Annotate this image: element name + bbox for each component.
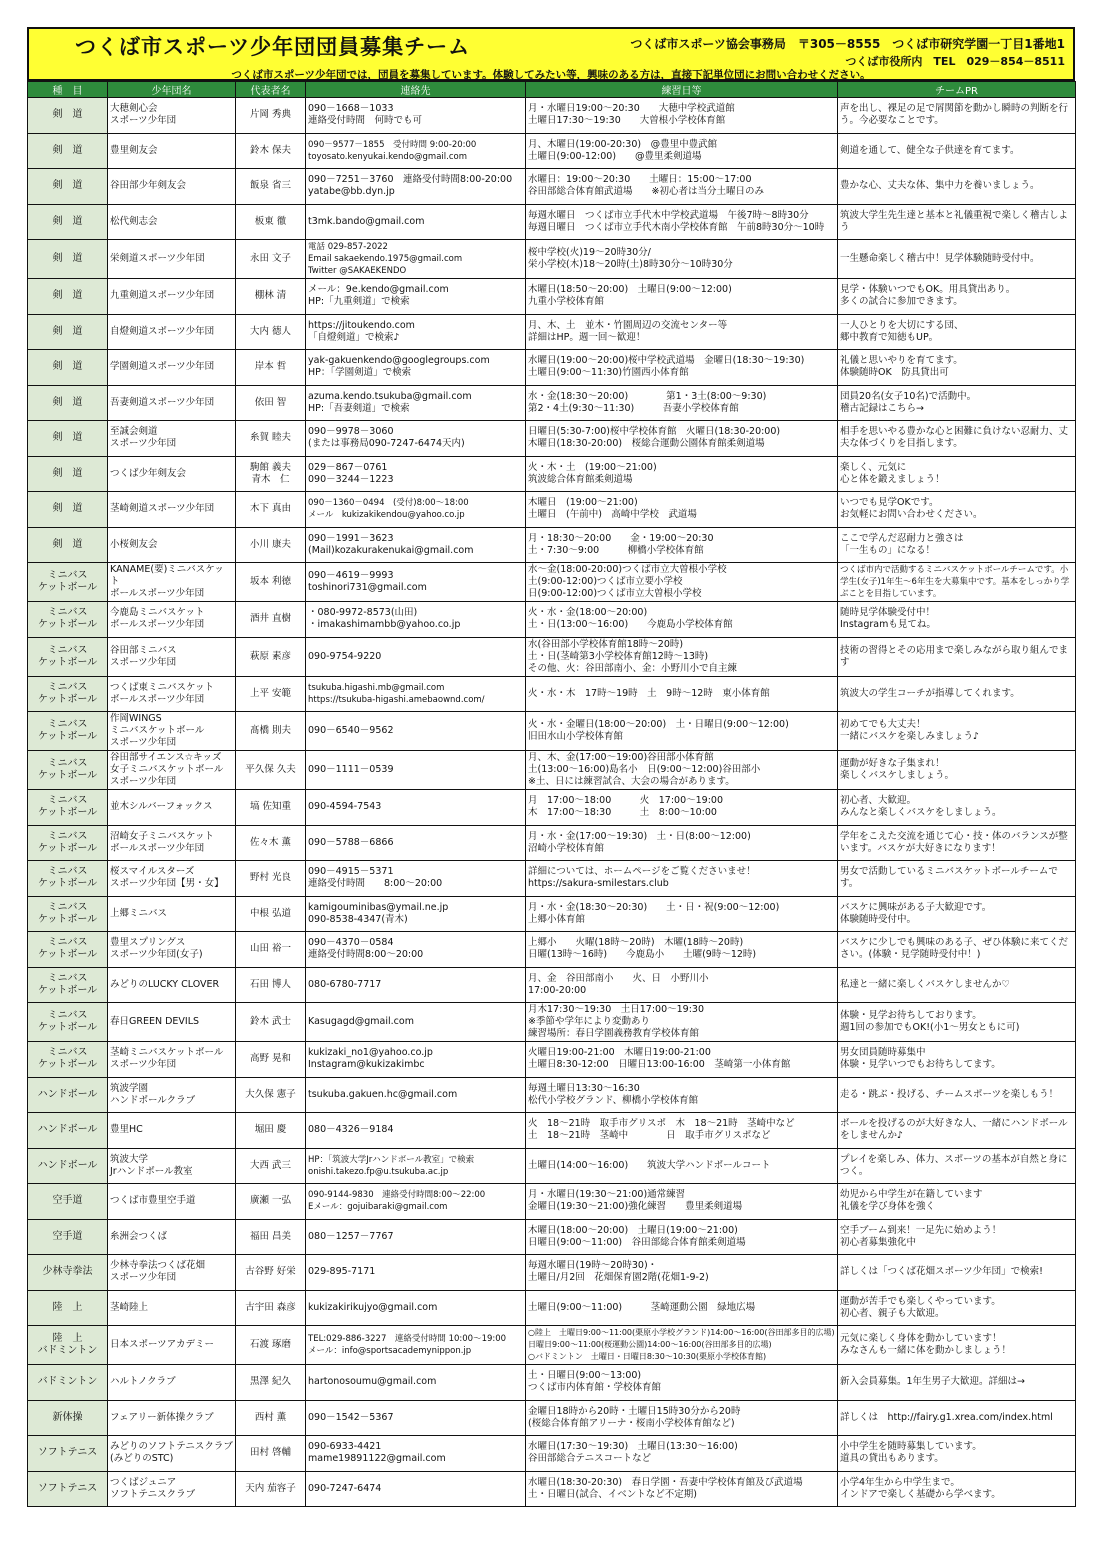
pr-cell: 見学・体験いつでもOK。用具貸出あり。 多くの試合に参加できます。: [838, 279, 1076, 315]
practice-cell: 月、金 谷田部南小 火、日 小野川小 17:00-20:00: [526, 967, 838, 1003]
practice-cell: 水曜日：19:00～20:30 土曜日：15:00～17:00 谷田部総合体育館武道場 ※初心者は当分土曜日のみ: [526, 169, 838, 205]
table-row: [28, 1255, 1076, 1291]
table-row: [28, 712, 1076, 751]
representative-cell: 坂本 利徳: [236, 563, 306, 602]
practice-cell: 月 17:00～18:00 火 17:00～19:00 木 17:00～18:30 土 8:00～10:00: [526, 790, 838, 826]
contact-cell: 090－6540－9562: [306, 712, 526, 751]
team-name-cell: 日本スポーツアカデミー: [108, 1326, 236, 1365]
pr-cell: 男女で活動しているミニバスケットボールチームです。: [838, 861, 1076, 897]
pr-cell: 豊かな心、丈夫な体、集中力を養いましょう。: [838, 169, 1076, 205]
table-row: [28, 1326, 1076, 1365]
sport-cell: 剣 道: [28, 98, 108, 134]
team-name-cell: 栄剣道スポーツ少年団: [108, 240, 236, 279]
contact-cell: 080－4326－9184: [306, 1113, 526, 1149]
representative-cell: 糸賀 睦夫: [236, 421, 306, 457]
pr-cell: ここで学んだ忍耐力と強さは 「一生もの」になる！: [838, 527, 1076, 563]
representative-cell: 古谷野 好栄: [236, 1255, 306, 1291]
practice-cell: 月、木、土 並木・竹園周辺の交流センター等 詳細はHP。週一回～歓迎！: [526, 314, 838, 350]
sport-cell: ハンドボール: [28, 1077, 108, 1113]
representative-cell: 平久保 久夫: [236, 751, 306, 790]
representative-cell: 髙橋 則夫: [236, 712, 306, 751]
representative-cell: 永田 文子: [236, 240, 306, 279]
team-name-cell: 少林寺拳法つくば花畑 スポーツ少年団: [108, 1255, 236, 1291]
contact-cell: kukizakirikujyo@gmail.com: [306, 1290, 526, 1326]
contact-cell: kukizaki_no1@yahoo.co.jp Instagram@kukizakimbc: [306, 1042, 526, 1078]
representative-cell: 依田 智: [236, 385, 306, 421]
sport-cell: ミニバス ケットボール: [28, 825, 108, 861]
pr-cell: 随時見学体験受付中！ Instagramも見てね。: [838, 602, 1076, 638]
sport-cell: ハンドボール: [28, 1113, 108, 1149]
team-name-cell: 自燈剣道スポーツ少年団: [108, 314, 236, 350]
practice-cell: 毎週水曜日 つくば市立手代木中学校武道場 午後7時～8時30分 毎週日曜日 つくば市立手代木南小学校体育館 午前8時30分～10時: [526, 204, 838, 240]
team-name-cell: 松代剣志会: [108, 204, 236, 240]
contact-cell: 090-4594-7543: [306, 790, 526, 826]
practice-cell: 火・水・金(18:00～20:00) 土・日(13:00～16:00) 今鹿島小学校体育館: [526, 602, 838, 638]
pr-cell: 技術の習得とその応用まで楽しみながら取り組んでます: [838, 637, 1076, 676]
representative-cell: 福田 昌美: [236, 1219, 306, 1255]
pr-cell: 一生懸命楽しく稽古中！見学体験随時受付中。: [838, 240, 1076, 279]
pr-cell: ボールを投げるのが大好きな人、一緒にハンドボールをしませんか♪: [838, 1113, 1076, 1149]
sport-cell: ソフトテニス: [28, 1471, 108, 1507]
team-name-cell: 大穂剣心会 スポーツ少年団: [108, 98, 236, 134]
team-name-cell: つくば市豊里空手道: [108, 1184, 236, 1220]
page-title: つくば市スポーツ少年団団員募集チーム: [75, 35, 471, 59]
practice-cell: 土曜日(14:00～16:00) 筑波大学ハンドボールコート: [526, 1148, 838, 1184]
practice-cell: 月・水曜日19:00～20:30 大穂中学校武道館 土曜日17:30～19:30 大曽根小学校体育館: [526, 98, 838, 134]
table-row: [28, 1219, 1076, 1255]
representative-cell: 石田 博人: [236, 967, 306, 1003]
sport-cell: 剣 道: [28, 240, 108, 279]
table-row: [28, 1042, 1076, 1078]
pr-cell: プレイを楽しみ、体力、スポーツの基本が自然と身につく。: [838, 1148, 1076, 1184]
contact-cell: tsukuba.higashi.mb@gmail.com https://tsukuba-higashi.amebaownd.com/: [306, 676, 526, 712]
team-name-cell: 筑波学園 ハンドボールクラブ: [108, 1077, 236, 1113]
sport-cell: ミニバス ケットボール: [28, 861, 108, 897]
practice-cell: 毎週土曜日13:30～16:30 松代小学校グランド、柳橋小学校体育館: [526, 1077, 838, 1113]
contact-cell: 029－867－0761 090－3244－1223: [306, 456, 526, 492]
contact-cell: 090－5788－6866: [306, 825, 526, 861]
representative-cell: 中根 弘道: [236, 896, 306, 932]
team-name-cell: 茎崎ミニバスケットボール スポーツ少年団: [108, 1042, 236, 1078]
sport-cell: 新体操: [28, 1400, 108, 1436]
contact-cell: 090-9144-9830 連絡受付時間8:00～22:00 Eメール：gojuibaraki@gmail.com: [306, 1184, 526, 1220]
pr-cell: 学年をこえた交流を通じて心・技・体のバランスが整います。バスケが大好きになります！: [838, 825, 1076, 861]
contact-cell: 090－1542－5367: [306, 1400, 526, 1436]
pr-cell: 男女団員随時募集中 体験・見学いつでもお待ちしてます。: [838, 1042, 1076, 1078]
team-name-cell: フェアリー新体操クラブ: [108, 1400, 236, 1436]
pr-cell: 礼儀と思いやりを育てます。 体験随時OK 防具貸出可: [838, 350, 1076, 386]
page-subtitle: つくば市スポーツ少年団では，団員を募集しています。体験してみたい等，興味のある方は，直接下記単位団にお問い合わせください。: [231, 69, 871, 81]
team-name-cell: 桜スマイルスターズ スポーツ少年団【男・女】: [108, 861, 236, 897]
sport-cell: ミニバス ケットボール: [28, 932, 108, 968]
practice-cell: 月、木、金(17:00～19:00)谷田部小体育館 土(13:00～16:00)島名小 日(9:00～12:00)谷田部小 ※土、日には練習試合、大会の場合があります。: [526, 751, 838, 790]
sport-cell: ミニバス ケットボール: [28, 563, 108, 602]
sport-cell: 剣 道: [28, 314, 108, 350]
team-name-cell: 作岡WINGS ミニバスケットボール スポーツ少年団: [108, 712, 236, 751]
representative-cell: 大西 武三: [236, 1148, 306, 1184]
pr-cell: 声を出し、裸足の足で屑関節を動かし瞬時の判断を行う。今必要なことです。: [838, 98, 1076, 134]
representative-cell: 片岡 秀典: [236, 98, 306, 134]
representative-cell: 石渡 琢磨: [236, 1326, 306, 1365]
table-row: [28, 1471, 1076, 1507]
sport-cell: 陸 上 バドミントン: [28, 1326, 108, 1365]
representative-cell: 岸本 哲: [236, 350, 306, 386]
table-row: [28, 825, 1076, 861]
contact-cell: yak-gakuenkendo@googlegroups.com HP：「学園剣道」で検索: [306, 350, 526, 386]
practice-cell: 月・水・金(17:00～19:30) 土・日(8:00～12:00) 沼崎小学校体育館: [526, 825, 838, 861]
table-row: [28, 637, 1076, 676]
representative-cell: 板東 徹: [236, 204, 306, 240]
contact-cell: tsukuba.gakuen.hc@gmail.com: [306, 1077, 526, 1113]
pr-cell: 新入会員募集。1年生男子大歓迎。詳細は→: [838, 1365, 1076, 1401]
contact-cell: 090-9754-9220: [306, 637, 526, 676]
pr-cell: 私達と一緒に楽しくバスケしませんか♡: [838, 967, 1076, 1003]
practice-cell: 火曜日19:00-21:00 木曜日19:00-21:00 土曜日8:30-12:00 日曜日13:00-16:00 茎崎第一小体育館: [526, 1042, 838, 1078]
sport-cell: ハンドボール: [28, 1148, 108, 1184]
practice-cell: 水曜日(17:30～19:30) 土曜日(13:30～16:00) 谷田部総合テニスコートなど: [526, 1436, 838, 1472]
pr-cell: 小学4年生から中学生まで。 インドアで楽しく基礎から学べます。: [838, 1471, 1076, 1507]
sport-cell: 剣 道: [28, 350, 108, 386]
table-row: [28, 861, 1076, 897]
table-row: [28, 676, 1076, 712]
table-row: [28, 563, 1076, 602]
pr-cell: バスケに少しでも興味のある子、ぜひ体験に来てください。(体験・見学随時受付中！): [838, 932, 1076, 968]
practice-cell: 水曜日(19:00～20:00)桜中学校武道場 金曜日(18:30～19:30) 土曜日(9:00～11:30)竹園西小体育館: [526, 350, 838, 386]
table-row: [28, 1184, 1076, 1220]
table-row: [28, 456, 1076, 492]
pr-cell: 幼児から中学生が在籍しています 礼儀を学び身体を強く: [838, 1184, 1076, 1220]
contact-cell: ・080-9972-8573(山田) ・imakashimambb@yahoo.co.jp: [306, 602, 526, 638]
table-row: [28, 1077, 1076, 1113]
contact-cell: 080-6780-7717: [306, 967, 526, 1003]
contact-cell: 090-6933-4421 mame19891122@gmail.com: [306, 1436, 526, 1472]
table-row: [28, 1365, 1076, 1401]
pr-cell: バスケに興味がある子大歓迎です。 体験随時受付中。: [838, 896, 1076, 932]
sport-cell: ミニバス ケットボール: [28, 637, 108, 676]
team-name-cell: つくばジュニア ソフトテニスクラブ: [108, 1471, 236, 1507]
practice-cell: 水・金(18:30～20:00) 第1・3土(8:00～9:30) 第2・4土(9:30～11:30) 吾妻小学校体育館: [526, 385, 838, 421]
pr-cell: 小中学生を随時募集しています。 道具の貸出もあります。: [838, 1436, 1076, 1472]
team-name-cell: 豊里スプリングス スポーツ少年団(女子): [108, 932, 236, 968]
contact-cell: TEL:029-886-3227 連絡受付時間 10:00～19:00 メール：info@sportsacademynippon.jp: [306, 1326, 526, 1365]
sport-cell: 剣 道: [28, 421, 108, 457]
pr-cell: 体験・見学お待ちしております。 週1回の参加でもOK!(小1～男女ともに可): [838, 1003, 1076, 1042]
pr-cell: 剣道を通して、健全な子供達を育てます。: [838, 133, 1076, 169]
representative-cell: 佐々木 薫: [236, 825, 306, 861]
table-row: [28, 492, 1076, 528]
practice-cell: 土曜日(9:00～11:00) 茎崎運動公園 緑地広場: [526, 1290, 838, 1326]
table-row: [28, 1290, 1076, 1326]
team-name-cell: 沼崎女子ミニバスケット ボールスポーツ少年団: [108, 825, 236, 861]
table-row: [28, 350, 1076, 386]
practice-cell: 水(谷田部小学校体育館18時～20時) 土・日(茎崎第3小学校体育館12時～13時) その他、火：谷田部南小、金：小野川小で自主練: [526, 637, 838, 676]
team-name-cell: 筑波大学 Jrハンドボール教室: [108, 1148, 236, 1184]
contact-cell: 090－7251－3760 連絡受付時間8:00-20:00 yatabe@bb.dyn.jp: [306, 169, 526, 205]
team-name-cell: 至誠会剣道 スポーツ少年団: [108, 421, 236, 457]
column-header-pr: チームPR: [838, 82, 1076, 98]
table-row: [28, 602, 1076, 638]
sport-cell: ミニバス ケットボール: [28, 790, 108, 826]
team-name-cell: 谷田部サイエンス☆キッズ 女子ミニバスケットボール スポーツ少年団: [108, 751, 236, 790]
team-name-cell: 豊里剣友会: [108, 133, 236, 169]
table-row: [28, 790, 1076, 826]
pr-cell: 筑波大の学生コーチが指導してくれます。: [838, 676, 1076, 712]
representative-cell: 高野 晃和: [236, 1042, 306, 1078]
practice-cell: 月・水・金(18:30～20:30) 土・日・祝(9:00～12:00) 上郷小体育館: [526, 896, 838, 932]
sport-cell: 空手道: [28, 1184, 108, 1220]
practice-cell: 火・水・金曜日(18:00～20:00) 土・日曜日(9:00～12:00) 旧田水山小学校体育館: [526, 712, 838, 751]
team-name-cell: 学園剣道スポーツ少年団: [108, 350, 236, 386]
sport-cell: ソフトテニス: [28, 1436, 108, 1472]
pr-cell: 空手ブーム到来！一足先に始めよう！ 初心者募集強化中: [838, 1219, 1076, 1255]
contact-cell: 090-7247-6474: [306, 1471, 526, 1507]
contact-cell: 090－1991－3623 (Mail)kozakurakenukai@gmail.com: [306, 527, 526, 563]
contact-cell: メール：9e.kendo@gmail.com HP:「九重剣道」で検索: [306, 279, 526, 315]
sport-cell: ミニバス ケットボール: [28, 676, 108, 712]
pr-cell: つくば市内で活動するミニバスケットボールチームです。小学生(女子)1年生～6年生を大募集中です。基本をしっかり学ぶことを目指しています。: [838, 563, 1076, 602]
practice-cell: 木曜日(18:50～20:00) 土曜日(9:00～12:00) 九重小学校体育館: [526, 279, 838, 315]
table-header-row: [28, 82, 1076, 98]
contact-cell: https://jitoukendo.com 「自燈剣道」で検索♪: [306, 314, 526, 350]
pr-cell: いつでも見学OKです。 お気軽にお問い合わせください。: [838, 492, 1076, 528]
contact-cell: kamigouminibas@ymail.ne.jp 090-8538-4347(青木): [306, 896, 526, 932]
pr-cell: 詳しくは http://fairy.g1.xrea.com/index.html: [838, 1400, 1076, 1436]
team-name-cell: みどりのLUCKY CLOVER: [108, 967, 236, 1003]
team-name-cell: 小桜剣友会: [108, 527, 236, 563]
table-row: [28, 1003, 1076, 1042]
column-header-practice: 練習日等: [526, 82, 838, 98]
contact-cell: 090－1360－0494 (受付)8:00～18:00 メール kukizakikendou@yahoo.co.jp: [306, 492, 526, 528]
practice-cell: ○陸上 土曜日9:00～11:00(栗原小学校グランド)14:00～16:00(谷田部多目的広場) 日曜日9:00～11:00(桜運動公園)14:00～16:00(谷田部多目的広場) ○バドミントン 土曜日・日曜日8:30～10:30(栗原小学校体育館): [526, 1326, 838, 1365]
sport-cell: 剣 道: [28, 492, 108, 528]
practice-cell: 火・木・土 (19:00～21:00) 筑波総合体育館柔剣道場: [526, 456, 838, 492]
representative-cell: 大内 德人: [236, 314, 306, 350]
table-row: [28, 1436, 1076, 1472]
sport-cell: ミニバス ケットボール: [28, 602, 108, 638]
table-row: [28, 98, 1076, 134]
team-name-cell: 吾妻剣道スポーツ少年団: [108, 385, 236, 421]
table-row: [28, 421, 1076, 457]
pr-cell: 団員20名(女子10名)で活動中。 稽古記録はこちら→: [838, 385, 1076, 421]
contact-cell: Kasugagd@gmail.com: [306, 1003, 526, 1042]
sport-cell: 陸 上: [28, 1290, 108, 1326]
practice-cell: 月・水曜日(19:30～21:00)通常練習 金曜日(19:30～21:00)強化練習 豊里柔剣道場: [526, 1184, 838, 1220]
table-row: [28, 279, 1076, 315]
table-row: [28, 1148, 1076, 1184]
practice-cell: 水～金(18:00-20:00)つくば市立大曽根小学校 土(9:00-12:00)つくば市立要小学校 日(9:00-12:00)つくば市立大曽根小学校: [526, 563, 838, 602]
representative-cell: 大久保 憲子: [236, 1077, 306, 1113]
sport-cell: 少林寺拳法: [28, 1255, 108, 1291]
sport-cell: 剣 道: [28, 169, 108, 205]
contact-cell: 090－4915－5371 連絡受付時間 8:00～20:00: [306, 861, 526, 897]
sport-cell: 剣 道: [28, 133, 108, 169]
contact-cell: 090－1668－1033 連絡受付時間 何時でも可: [306, 98, 526, 134]
representative-cell: 木下 真由: [236, 492, 306, 528]
team-name-cell: 茎崎剣道スポーツ少年団: [108, 492, 236, 528]
contact-cell: 090－1111－0539: [306, 751, 526, 790]
practice-cell: 日曜日(5:30-7:00)桜中学校体育館 火曜日(18:30-20:00) 木曜日(18:30-20:00) 桜総合運動公園体育館柔剣道場: [526, 421, 838, 457]
column-header-sport: 種 目: [28, 82, 108, 98]
header-banner: [27, 27, 1075, 81]
team-name-cell: 豊里HC: [108, 1113, 236, 1149]
representative-cell: 堀田 慶: [236, 1113, 306, 1149]
sport-cell: ミニバス ケットボール: [28, 1042, 108, 1078]
team-table: [27, 81, 1076, 1507]
table-row: [28, 1113, 1076, 1149]
pr-cell: 運動が好きな子集まれ！ 楽しくバスケしましょう。: [838, 751, 1076, 790]
team-name-cell: KANAME(要)ミニバスケット ボールスポーツ少年団: [108, 563, 236, 602]
sport-cell: ミニバス ケットボール: [28, 751, 108, 790]
representative-cell: 鈴木 武士: [236, 1003, 306, 1042]
contact-cell: 電話 029-857-2022 Email sakaekendo.1975@gmail.com Twitter @SAKAEKENDO: [306, 240, 526, 279]
pr-cell: 走る・跳ぶ・投げる、チームスポーツを楽しもう！: [838, 1077, 1076, 1113]
sport-cell: ミニバス ケットボール: [28, 896, 108, 932]
team-name-cell: 谷田部少年剣友会: [108, 169, 236, 205]
contact-cell: 090－9577－1855 受付時間 9:00-20:00 toyosato.kenyukai.kendo@gmail.com: [306, 133, 526, 169]
pr-cell: 初めてでも大丈夫！ 一緒にバスケを楽しみましょう♪: [838, 712, 1076, 751]
representative-cell: 鈴木 保夫: [236, 133, 306, 169]
team-name-cell: 九重剣道スポーツ少年団: [108, 279, 236, 315]
sport-cell: ミニバス ケットボール: [28, 1003, 108, 1042]
representative-cell: 黒澤 紀久: [236, 1365, 306, 1401]
sport-cell: 空手道: [28, 1219, 108, 1255]
sport-cell: 剣 道: [28, 204, 108, 240]
contact-cell: 029-895-7171: [306, 1255, 526, 1291]
pr-cell: 筑波大学生先生達と基本と礼儀重視で楽しく稽古しよう: [838, 204, 1076, 240]
pr-cell: 元気に楽しく身体を動かしています！ みなさんも一緒に体を動かしましょう！: [838, 1326, 1076, 1365]
representative-cell: 野村 光良: [236, 861, 306, 897]
sport-cell: バドミントン: [28, 1365, 108, 1401]
practice-cell: 月木17:30～19:30 土日17:00～19:30 ※季節や学年により変動あり 練習場所：春日学園義務教育学校体育館: [526, 1003, 838, 1042]
representative-cell: 棚林 清: [236, 279, 306, 315]
sport-cell: 剣 道: [28, 279, 108, 315]
practice-cell: 月、木曜日(19:00-20:30) @豊里中豊武館 土曜日(9:00-12:00) @豊里柔剣道場: [526, 133, 838, 169]
representative-cell: 酒井 直樹: [236, 602, 306, 638]
representative-cell: 廣瀬 一弘: [236, 1184, 306, 1220]
representative-cell: 西村 薫: [236, 1400, 306, 1436]
table-row: [28, 896, 1076, 932]
sport-cell: 剣 道: [28, 385, 108, 421]
table-row: [28, 932, 1076, 968]
team-name-cell: つくば東ミニバスケット ボールスポーツ少年団: [108, 676, 236, 712]
representative-cell: 飯泉 省三: [236, 169, 306, 205]
contact-cell: 090－9978－3060 (または事務局090-7247-6474天内): [306, 421, 526, 457]
table-row: [28, 385, 1076, 421]
table-row: [28, 240, 1076, 279]
column-header-representative: 代表者名: [236, 82, 306, 98]
table-row: [28, 527, 1076, 563]
practice-cell: 桜中学校(火)19～20時30分/ 栄小学校(木)18～20時(土)8時30分～10時30分: [526, 240, 838, 279]
representative-cell: 駒館 義夫 青木 仁: [236, 456, 306, 492]
sport-cell: 剣 道: [28, 527, 108, 563]
team-name-cell: 並木シルバーフォックス: [108, 790, 236, 826]
team-name-cell: 今鹿島ミニバスケット ボールスポーツ少年団: [108, 602, 236, 638]
pr-cell: 初心者、大歓迎。 みんなと楽しくバスケをしましょう。: [838, 790, 1076, 826]
team-name-cell: ハルトノクラブ: [108, 1365, 236, 1401]
representative-cell: 山田 裕一: [236, 932, 306, 968]
practice-cell: 毎週水曜日(19時～20時30)・ 土曜日/月2回 花畑保育園2階(花畑1-9-2): [526, 1255, 838, 1291]
table-body: [28, 98, 1076, 1507]
contact-cell: HP：「筑波大学Jrハンドボール教室」で検索 onishi.takezo.fp@u.tsukuba.ac.jp: [306, 1148, 526, 1184]
contact-cell: azuma.kendo.tsukuba@gmail.com HP:「吾妻剣道」で検索: [306, 385, 526, 421]
practice-cell: 月・18:30～20:00 金・19:00～20:30 土・7:30～9:00 柳橋小学校体育館: [526, 527, 838, 563]
representative-cell: 上平 安範: [236, 676, 306, 712]
table-row: [28, 133, 1076, 169]
practice-cell: 上郷小 火曜(18時～20時) 木曜(18時～20時) 日曜(13時～16時) 今鹿島小 土曜(9時～12時): [526, 932, 838, 968]
practice-cell: 金曜日18時から20時・土曜日15時30分から20時 (桜総合体育館アリーナ・桜南小学校体育館など): [526, 1400, 838, 1436]
practice-cell: 火 18～21時 取手市グリスポ 木 18～21時 茎崎中など 土 18～21時 茎崎中 日 取手市グリスポなど: [526, 1113, 838, 1149]
pr-cell: 相手を思いやる豊かな心と困難に負けない忍耐力、丈夫な体づくりを目指します。: [838, 421, 1076, 457]
pr-cell: 楽しく、元気に 心と体を鍛えましょう！: [838, 456, 1076, 492]
team-name-cell: 糸洲会つくば: [108, 1219, 236, 1255]
team-name-cell: つくば少年剣友会: [108, 456, 236, 492]
representative-cell: 塙 佐知重: [236, 790, 306, 826]
contact-cell: 090－4619－9993 toshinori731@gmail.com: [306, 563, 526, 602]
table-row: [28, 169, 1076, 205]
column-header-team: 少年団名: [108, 82, 236, 98]
practice-cell: 木曜日 (19:00～21:00) 土曜日 (午前中) 高崎中学校 武道場: [526, 492, 838, 528]
pr-cell: 一人ひとりを大切にする団、 郷中教育で知徳もUP。: [838, 314, 1076, 350]
recruitment-sheet: [27, 27, 1075, 1507]
contact-cell: hartonosoumu@gmail.com: [306, 1365, 526, 1401]
pr-cell: 運動が苦手でも楽しくやっています。 初心者、親子も大歓迎。: [838, 1290, 1076, 1326]
practice-cell: 詳細については、ホームページをご覧くださいませ！ https://sakura-smilestars.club: [526, 861, 838, 897]
table-row: [28, 967, 1076, 1003]
representative-cell: 天内 茄容子: [236, 1471, 306, 1507]
team-name-cell: 茎崎陸上: [108, 1290, 236, 1326]
contact-cell: 090－4370－0584 連絡受付時間8:00～20:00: [306, 932, 526, 968]
sport-cell: ミニバス ケットボール: [28, 712, 108, 751]
contact-cell: t3mk.bando@gmail.com: [306, 204, 526, 240]
practice-cell: 火・水・木 17時～19時 土 9時～12時 東小体育館: [526, 676, 838, 712]
office-address: つくば市スポーツ協会事務局 〒305－8555 つくば市研究学園一丁目1番地1: [630, 37, 1065, 51]
representative-cell: 田村 啓輔: [236, 1436, 306, 1472]
team-name-cell: 春日GREEN DEVILS: [108, 1003, 236, 1042]
representative-cell: 小川 康夫: [236, 527, 306, 563]
pr-cell: 詳しくは「つくば花畑スポーツ少年団」で検索!: [838, 1255, 1076, 1291]
team-name-cell: 上郷ミニバス: [108, 896, 236, 932]
representative-cell: 古宇田 森彦: [236, 1290, 306, 1326]
sport-cell: ミニバス ケットボール: [28, 967, 108, 1003]
practice-cell: 水曜日(18:30-20:30) 春日学園・吾妻中学校体育館及び武道場 土・日曜日(試合、イベントなど不定期): [526, 1471, 838, 1507]
table-row: [28, 751, 1076, 790]
table-row: [28, 314, 1076, 350]
office-phone: つくば市役所内 TEL 029－854－8511: [845, 55, 1065, 68]
column-header-contact: 連絡先: [306, 82, 526, 98]
practice-cell: 土・日曜日(9:00～13:00) つくば市内体育館・学校体育館: [526, 1365, 838, 1401]
table-row: [28, 204, 1076, 240]
representative-cell: 萩原 素彦: [236, 637, 306, 676]
team-name-cell: 谷田部ミニバス スポーツ少年団: [108, 637, 236, 676]
practice-cell: 木曜日(18:00～20:00) 土曜日(19:00～21:00) 日曜日(9:00～11:00) 谷田部総合体育館柔剣道場: [526, 1219, 838, 1255]
sport-cell: 剣 道: [28, 456, 108, 492]
team-name-cell: みどりのソフトテニスクラブ (みどりのSTC): [108, 1436, 236, 1472]
table-row: [28, 1400, 1076, 1436]
contact-cell: 080－1257－7767: [306, 1219, 526, 1255]
